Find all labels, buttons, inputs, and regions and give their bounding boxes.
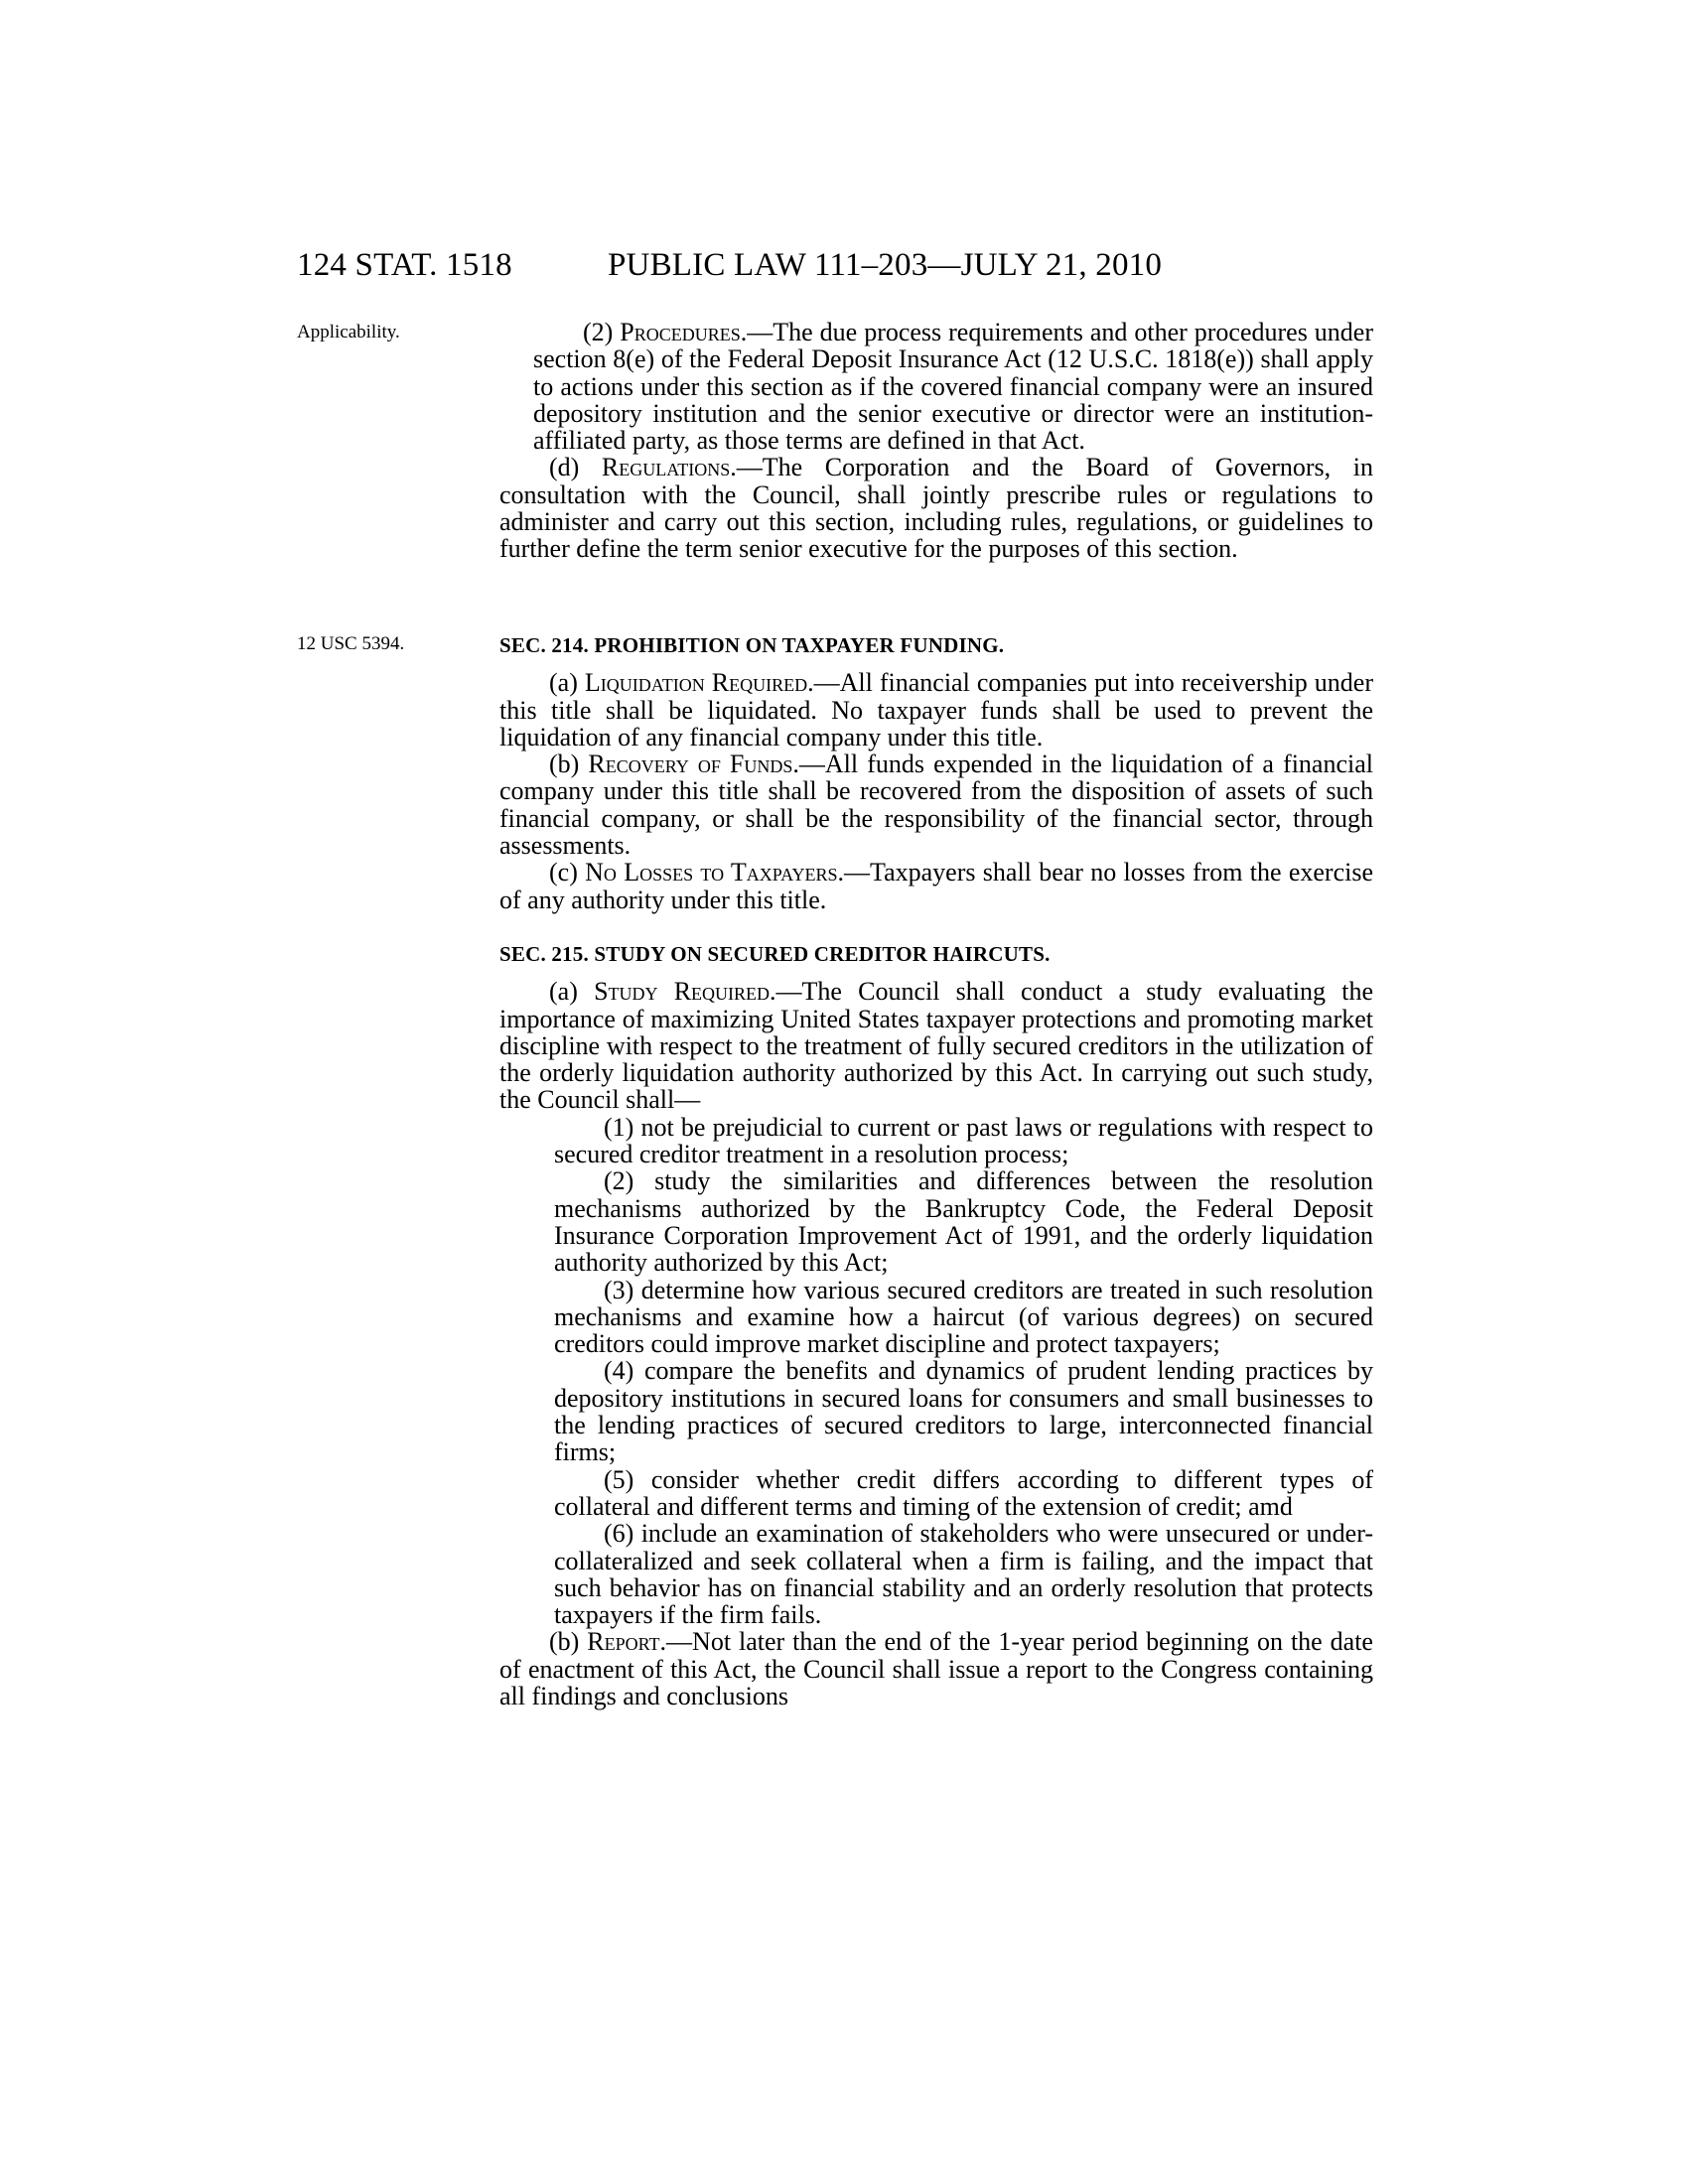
paragraph-regulations: (d) Regulations.—The Corporation and the Board of Governors, in consultation with the Council, shall jointly prescribe rules or regulations to administer and carry out this section, including rules, regulations, or guidelines to further define the term senior executive for the purposes of this section. (499, 453, 1373, 564)
heading-report: Report (587, 1627, 660, 1657)
section-heading-215: SEC. 215. STUDY ON SECURED CREDITOR HAIRCUTS. (499, 942, 1051, 966)
page-stat-citation: 124 STAT. 1518 (297, 247, 512, 283)
heading-no-losses: No Losses to Taxpayers (585, 858, 838, 887)
section-215 (499, 941, 1373, 1709)
margin-note-applicability: Applicability. (297, 322, 400, 342)
heading-liquidation-required: Liquidation Required (584, 668, 808, 698)
paragraph-study-required: (a) Study Required.—The Council shall conduct a study evaluating the importance of maximizing United States taxpayer protections and promoting market discipline with respect to the treatment of fully secured creditors in the utilization of the orderly liquidation authority authorized by this Act. In carrying out such study, the Council shall— (499, 977, 1374, 1115)
margin-note-usc: 12 USC 5394. (297, 633, 405, 654)
paragraph-report: (b) Report.—Not later than the end of the 1-year period beginning on the date of enactment of this Act, the Council shall issue a report to the Congress containing all findings and conclusions (499, 1627, 1373, 1711)
paragraph-liquidation-required: (a) Liquidation Required.—All financial companies put into receivership under this title shall be liquidated. No taxpayer funds shall be used to prevent the liquidation of any financial company under this title. (499, 668, 1374, 751)
list-item: (4) compare the benefits and dynamics of prudent lending practices by depository institutions in secured loans for consumers and small businesses to the lending practices of secured creditors to large, interconnected financial firms; (554, 1356, 1373, 1467)
list-item: (1) not be prejudicial to current or past laws or regulations with respect to secured creditor treatment in a resolution process; (554, 1112, 1373, 1169)
heading-procedures: Procedures (620, 318, 741, 346)
heading-study-required: Study Required (594, 977, 771, 1007)
list-item: (5) consider whether credit differs according to different types of collateral and different terms and timing of the extension of credit; amd (554, 1464, 1373, 1521)
text-block-procedures-regulations (499, 319, 1373, 563)
list-item: (3) determine how various secured creditors are treated in such resolution mechanisms and examine how a haircut (of various degrees) on secured creditors could improve market discipline and protect taxpayers; (554, 1275, 1373, 1359)
heading-regulations: Regulations (601, 453, 731, 482)
heading-recovery-of-funds: Recovery of Funds (588, 750, 793, 779)
section-214 (499, 632, 1373, 913)
paragraph-recovery-of-funds: (b) Recovery of Funds.—All funds expended in the liquidation of a financial company under this title shall be recovered from the disposition of assets of such financial company, or shall be the responsibility of the financial sector, through assessments. (499, 750, 1373, 861)
paragraph-no-losses: (c) No Losses to Taxpayers.—Taxpayers shall bear no losses from the exercise of any authority under this title. (499, 858, 1373, 914)
page-running-title: PUBLIC LAW 111–203—JULY 21, 2010 (608, 247, 1163, 283)
list-item: (6) include an examination of stakeholders who were unsecured or under-collateralized and seek collateral when a firm is failing, and the impact that such behavior has on financial stability and an orderly resolution that protects taxpayers if the firm fails. (554, 1519, 1373, 1630)
list-item: (2) study the similarities and differences between the resolution mechanisms authorized by the Bankruptcy Code, the Federal Deposit Insurance Corporation Improvement Act of 1991, and the orderly liquidation authority authorized by this Act; (554, 1166, 1373, 1278)
section-heading-214: SEC. 214. PROHIBITION ON TAXPAYER FUNDING. (499, 633, 1005, 657)
paragraph-procedures: (2) Procedures.—The due process requirements and other procedures under section 8(e) of the Federal Deposit Insurance Act (12 U.S.C. 1818(e)) shall apply to actions under this section as if the covered financial company were an insured depository institution and the senior executive or director were an institution-affiliated party, as those terms are defined in that Act. (533, 318, 1373, 456)
